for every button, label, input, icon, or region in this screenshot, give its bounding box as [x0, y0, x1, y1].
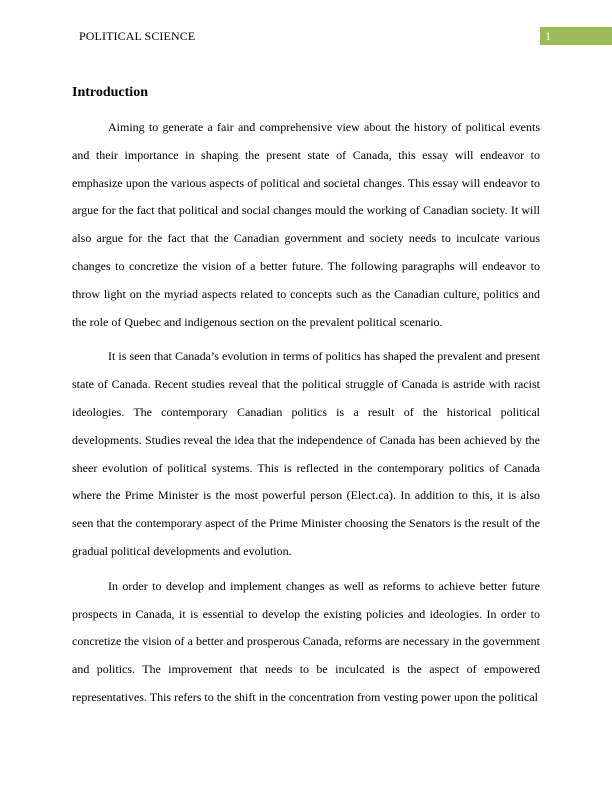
paragraph-1: Aiming to generate a fair and comprehensive view about the history of political events and their importance in shaping the present state of Canada, this essay will endeavor to emphasize upon the various aspects of political and societal changes. This essay will endeavor to argue for the fact that political and social changes mould the working of Canadian society. It will also argue for the fact that the Canadian government and society needs to inculcate various changes to concretize the vision of a better future. The following paragraphs will endeavor to throw light on the myriad aspects related to concepts such as the Canadian culture, politics and the role of Quebec and indigenous section on the prevalent political scenario. [72, 120, 540, 329]
section-heading: Introduction [72, 85, 148, 100]
paragraph-3: In order to develop and implement changes as well as reforms to achieve better future prospects in Canada, it is essential to develop the existing policies and ideologies. In order to concretize the vision of a better and prosperous Canada, reforms are necessary in the government and politics. The improvement that needs to be inculcated is the aspect of empowered representatives. This refers to the shift in the concentration from vesting power upon the political [72, 578, 540, 704]
page-number-badge: 1 [540, 27, 612, 45]
body-text [72, 114, 540, 712]
paragraph-2: It is seen that Canada’s evolution in terms of politics has shaped the prevalent and present state of Canada. Recent studies reveal that the political struggle of Canada is astride with racist ideologies. The contemporary Canadian politics is a result of the historical political developments. Studies reveal the idea that the independence of Canada has been achieved by the sheer evolution of political systems. This is reflected in the contemporary politics of Canada where the Prime Minister is the most powerful person (Elect.ca). In addition to this, it is also seen that the contemporary aspect of the Prime Minister choosing the Senators is the result of the gradual political developments and evolution. [72, 349, 540, 558]
running-head: POLITICAL SCIENCE [79, 29, 196, 43]
